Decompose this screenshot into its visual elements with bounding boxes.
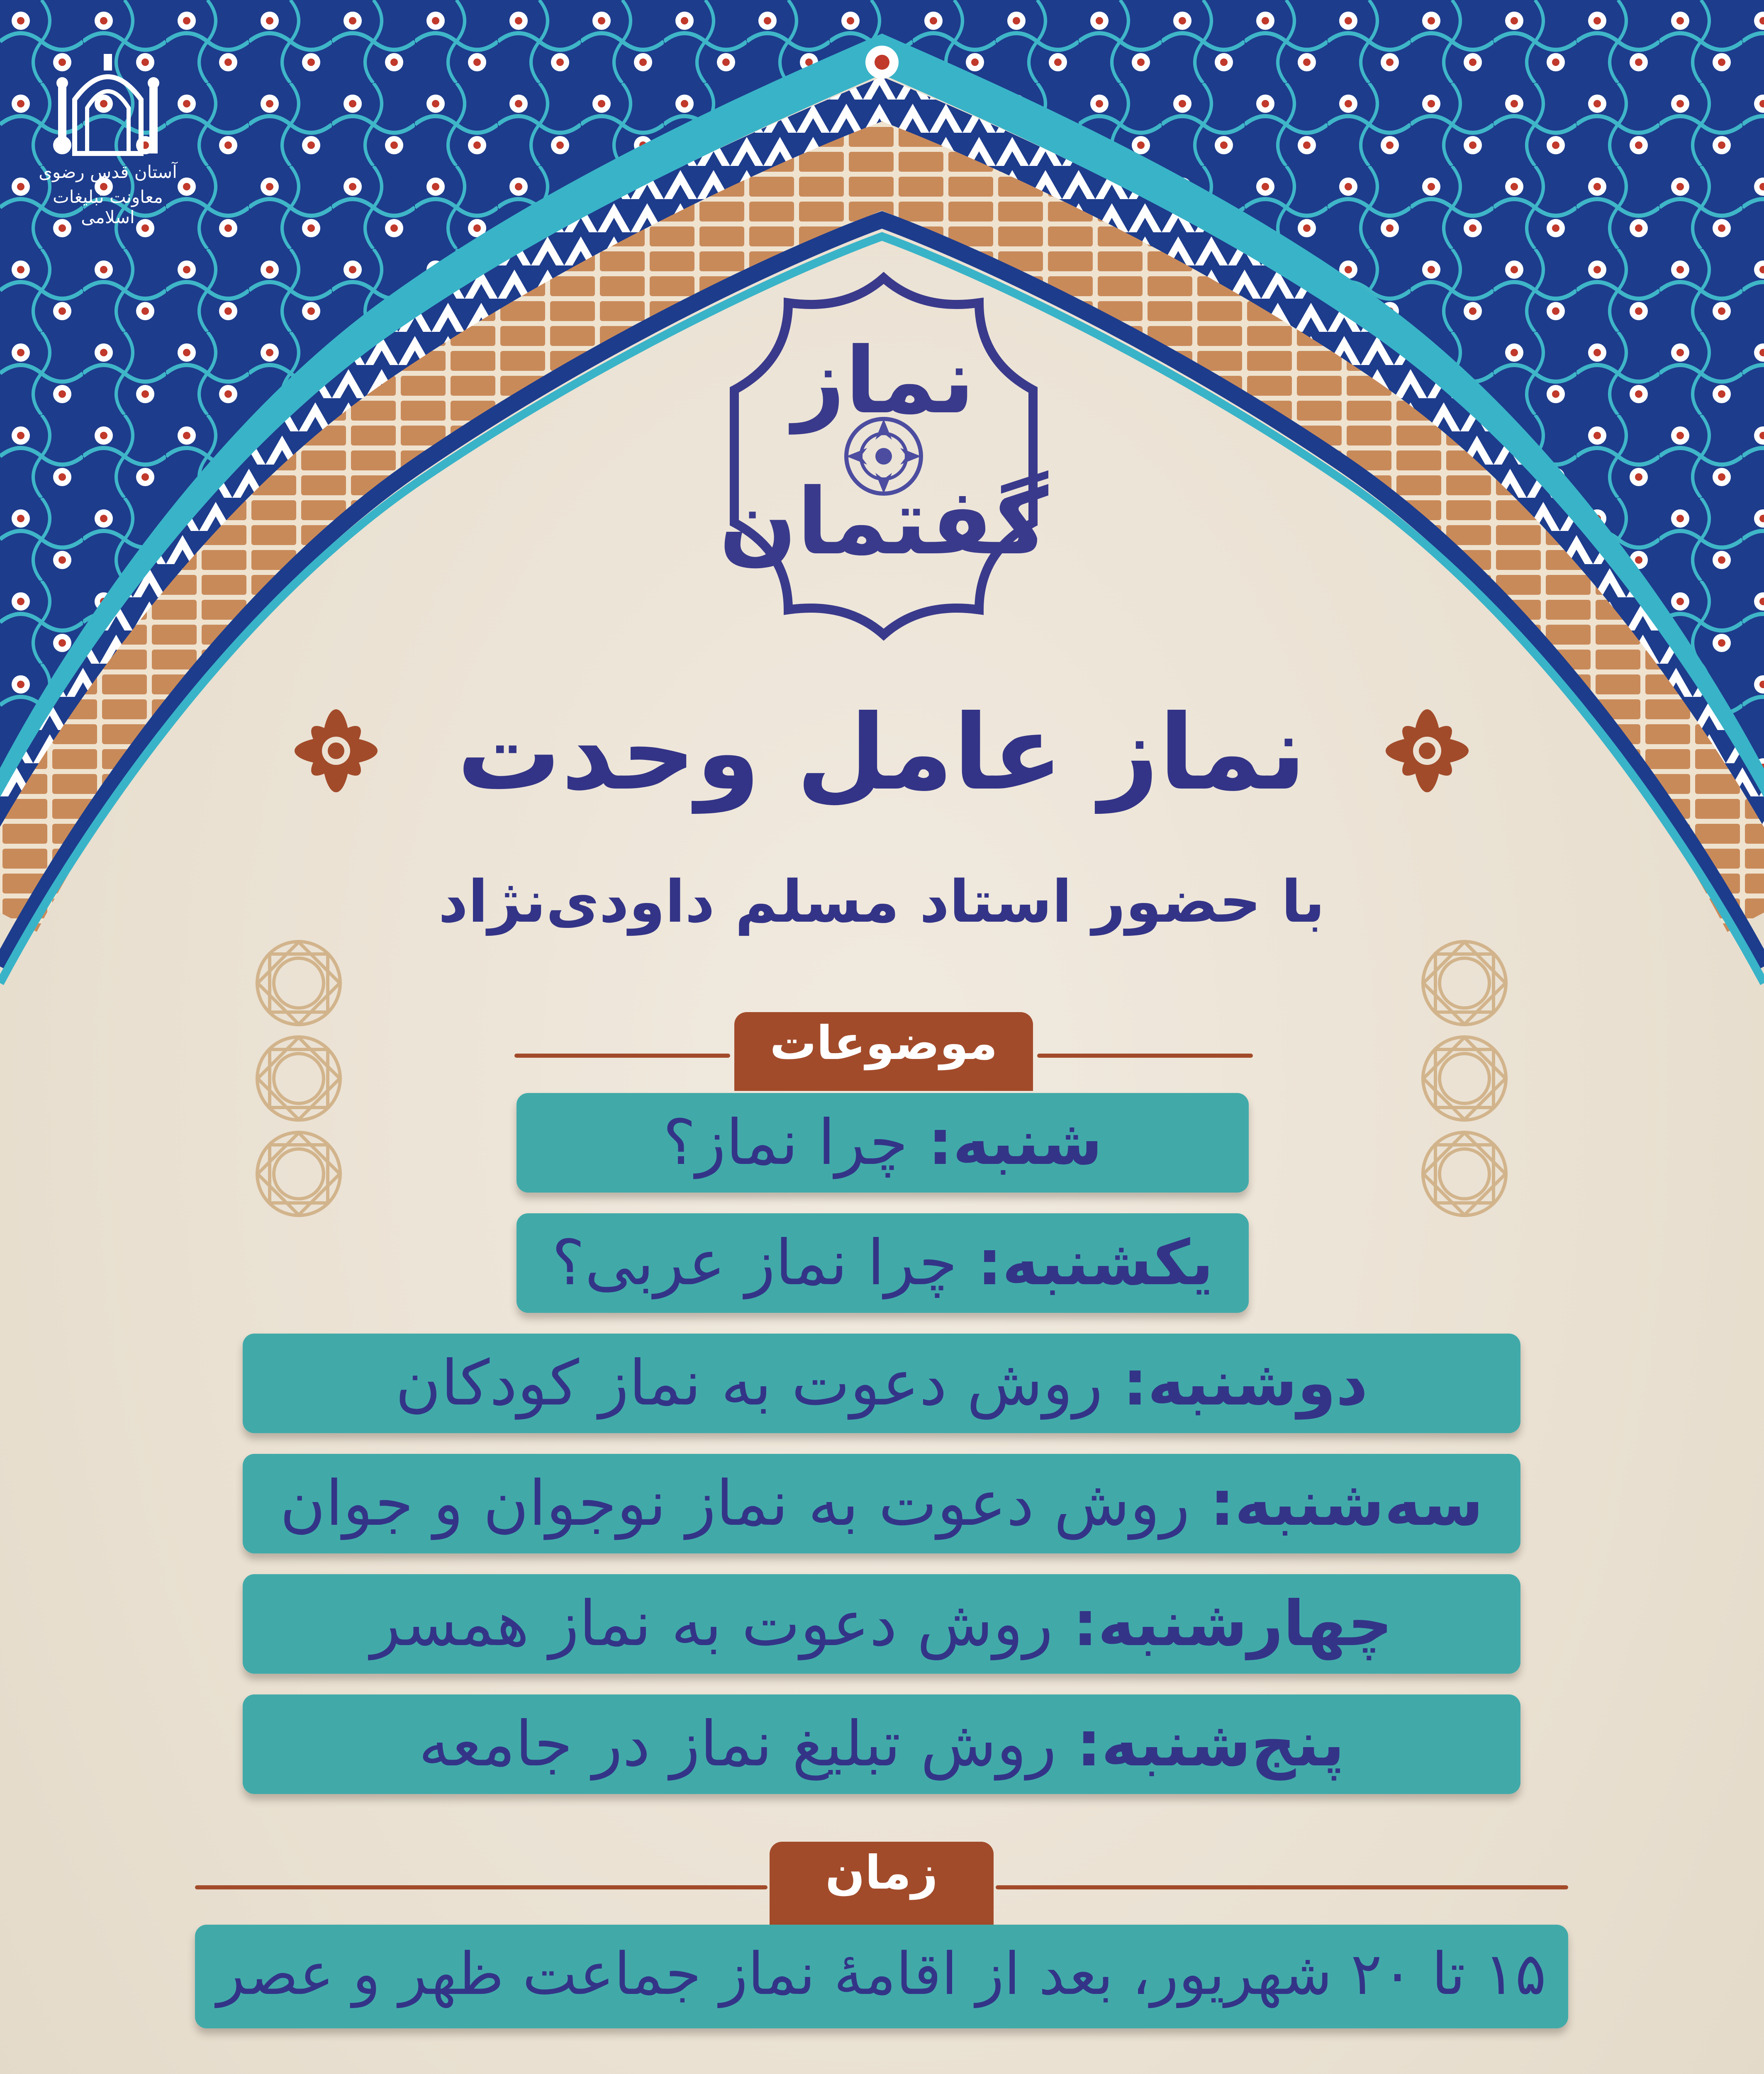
- flower-ornament-icon: [1381, 705, 1473, 796]
- topic-title: روش دعوت به نماز همسر: [370, 1588, 1053, 1660]
- page-title: نماز عامل وحدت: [457, 692, 1306, 813]
- topic-bar: [517, 1093, 1249, 1193]
- divider-line: [514, 1054, 730, 1058]
- institution-seal-logo: [25, 37, 191, 227]
- topic-bar: [243, 1454, 1520, 1553]
- flower-ornament-icon: [290, 705, 382, 796]
- time-bar: [195, 1925, 1568, 2028]
- time-text: ۱۵ تا ۲۰ شهریور، بعد از اقامهٔ نماز جماعت ظهر و عصر: [217, 1940, 1547, 2008]
- topic-day: دوشنبه:: [1123, 1347, 1368, 1419]
- divider-line: [1037, 1054, 1253, 1058]
- geometric-rosette-column-left: [245, 933, 353, 1224]
- topic-bar: [517, 1213, 1249, 1313]
- topic-day: چهارشنبه:: [1072, 1588, 1393, 1660]
- topic-day: شنبه:: [928, 1107, 1103, 1179]
- topic-title: روش دعوت به نماز کودکان: [395, 1347, 1103, 1419]
- seal-line-1: آستان قدس رضوی: [39, 162, 177, 182]
- geometric-rosette-column-right: [1411, 933, 1518, 1224]
- divider-line: [996, 1885, 1568, 1889]
- emblem-word-top: نماز: [792, 328, 975, 434]
- topic-bar: [243, 1574, 1520, 1674]
- topic-title: چرا نماز؟: [663, 1107, 908, 1179]
- topic-day: سه‌شنبه:: [1209, 1468, 1484, 1540]
- topic-bar: [243, 1694, 1520, 1794]
- emblem-logo: [689, 265, 1079, 647]
- topic-day: یکشنبه:: [977, 1227, 1214, 1299]
- time-heading: زمان: [770, 1842, 994, 1925]
- topic-day: پنج‌شنبه:: [1076, 1708, 1345, 1780]
- topic-title: چرا نماز عربی؟: [551, 1227, 958, 1299]
- shrine-dome-icon: [25, 37, 191, 162]
- topic-bar: [243, 1334, 1520, 1433]
- divider-line: [195, 1885, 767, 1889]
- seal-line-2: معاونت تبلیغات اسلامی: [53, 187, 163, 227]
- emblem-word-bottom: گفتمان: [719, 469, 1048, 575]
- emblem-frame: [689, 265, 1079, 647]
- topic-title: روش تبلیغ نماز در جامعه: [418, 1708, 1057, 1780]
- topics-heading: موضوعات: [734, 1012, 1033, 1091]
- topic-title: روش دعوت به نماز نوجوان و جوان: [280, 1468, 1190, 1540]
- speaker-subtitle: با حضور استاد مسلم داودی‌نژاد: [438, 868, 1325, 936]
